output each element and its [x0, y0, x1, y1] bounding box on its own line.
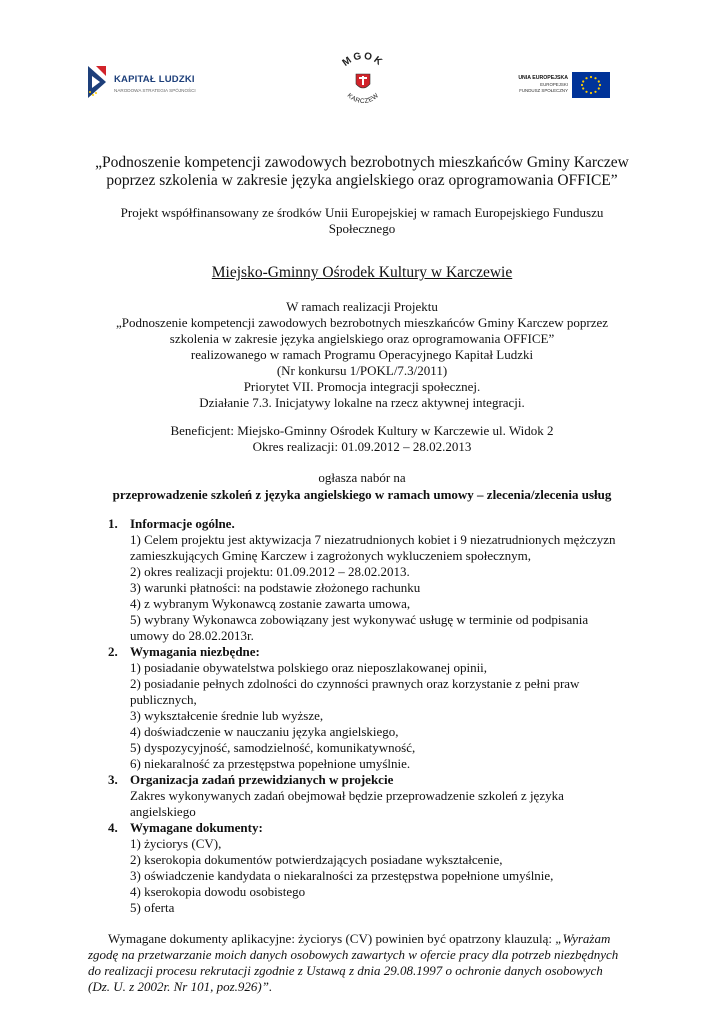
closing-line1-text: Wymagane dokumenty aplikacyjne: życiorys (CV) powinien być opatrzony klauzulą:	[108, 931, 556, 946]
section-line: umowy do 28.02.2013r.	[130, 628, 254, 643]
section-line: 4) z wybranym Wykonawcą zostanie zawarta umowa,	[130, 596, 411, 611]
section-line: 1) życiorys (CV),	[130, 836, 222, 851]
kapital-ludzki-title: KAPITAŁ LUDZKI	[114, 74, 195, 85]
svg-text:MGOK	[341, 52, 386, 69]
project-title-line1: „Podnoszenie kompetencji zawodowych bezrobotnych mieszkańców Gminy Karczew	[95, 154, 629, 171]
intro-line: Priorytet VII. Promocja integracji społecznej.	[243, 379, 481, 394]
section-line: 1) posiadanie obywatelstwa polskiego oraz nieposzlakowanej opinii,	[130, 660, 488, 675]
cofinance-line1: Projekt współfinansowany ze środków Unii Europejskiej w ramach Europejskiego Funduszu	[120, 205, 604, 220]
closing-line1-italic: „Wyrażam	[555, 931, 611, 946]
section-heading: Wymagane dokumenty:	[130, 820, 263, 835]
section-heading: Organizacja zadań przewidzianych w projekcie	[130, 772, 394, 787]
section-line: 3) oświadczenie kandydata o niekaralności za przestępstwa popełnione umyślnie,	[130, 868, 554, 883]
logo-bar	[0, 52, 724, 108]
section-number: 4.	[108, 820, 118, 835]
closing-line4: (Dz. U. z 2002r. Nr 101, poz.926)”.	[88, 979, 273, 994]
section-line: zamieszkujących Gminę Karczew i zagrożonych wykluczeniem społecznym,	[130, 548, 532, 563]
section-heading: Informacje ogólne.	[130, 516, 235, 531]
closing-line2: zgodę na przetwarzanie moich danych osobowych zawartych w ofercie pracy dla potrzeb niezbędnych	[88, 947, 619, 962]
section-number: 3.	[108, 772, 118, 787]
eu-logo	[512, 72, 612, 102]
coat-of-arms-icon	[356, 74, 370, 88]
intro-line: (Nr konkursu 1/POKL/7.3/2011)	[276, 363, 448, 378]
mgok-bottom-text: KARCZEW	[345, 92, 381, 106]
intro-line: Działanie 7.3. Inicjatywy lokalne na rzecz aktywnej integracji.	[199, 395, 525, 410]
section-line: 1) Celem projektu jest aktywizacja 7 niezatrudnionych kobiet i 9 niezatrudnionych mężczyzn	[130, 532, 616, 547]
section-line: 2) okres realizacji projektu: 01.09.2012 – 28.02.2013.	[130, 564, 410, 579]
intro-line: „Podnoszenie kompetencji zawodowych bezrobotnych mieszkańców Gminy Karczew poprzez	[115, 315, 608, 330]
section-line: angielskiego	[130, 804, 196, 819]
closing-line3: do realizacji procesu rekrutacji zgodnie z Ustawą z dnia 29.08.1997 o ochronie danych osobowych	[88, 963, 603, 978]
intro-line: szkolenia w zakresie języka angielskiego oraz oprogramowania OFFICE”	[169, 331, 555, 346]
section-line: Zakres wykonywanych zadań obejmował będzie przeprowadzenie szkoleń z języka	[130, 788, 564, 803]
eu-logo-line1: UNIA EUROPEJSKA	[518, 75, 568, 81]
realization-period: Okres realizacji: 01.09.2012 – 28.02.2013	[252, 439, 472, 454]
section-line: 5) oferta	[130, 900, 175, 915]
recruitment-subject: przeprowadzenie szkoleń z języka angielskiego w ramach umowy – zlecenia/zlecenia usług	[112, 487, 612, 502]
section-number: 1.	[108, 516, 118, 531]
kapital-ludzki-logo	[86, 64, 196, 100]
mgok-logo	[330, 52, 396, 108]
cofinance-line2: Społecznego	[328, 221, 396, 236]
section-line: 5) dyspozycyjność, samodzielność, komunikatywność,	[130, 740, 416, 755]
section-line: 3) wykształcenie średnie lub wyższe,	[130, 708, 324, 723]
beneficiary: Beneficjent: Miejsko-Gminny Ośrodek Kultury w Karczewie ul. Widok 2	[170, 423, 554, 438]
section-number: 2.	[108, 644, 118, 659]
eu-flag-icon	[572, 72, 610, 98]
section-line: 3) warunki płatności: na podstawie złożonego rachunku	[130, 580, 421, 595]
project-title-line2: poprzez szkolenia w zakresie języka angielskiego oraz oprogramowania OFFICE”	[106, 172, 618, 189]
section-line: 4) doświadczenie w nauczaniu języka angielskiego,	[130, 724, 399, 739]
section-line: 2) kserokopia dokumentów potwierdzających posiadane wykształcenie,	[130, 852, 503, 867]
section-line: 6) niekaralność za przestępstwa popełnione umyślnie.	[130, 756, 411, 771]
kapital-ludzki-subtitle: NARODOWA STRATEGIA SPÓJNOŚCI	[114, 88, 196, 93]
eu-logo-line2: EUROPEJSKI	[540, 82, 568, 87]
section-line: 4) kserokopia dowodu osobistego	[130, 884, 306, 899]
closing-line1	[108, 931, 610, 947]
organization-name: Miejsko-Gminny Ośrodek Kultury w Karczewie	[211, 264, 513, 281]
intro-line: realizowanego w ramach Programu Operacyjnego Kapitał Ludzki	[190, 347, 534, 362]
mgok-top-text: MGOK	[340, 52, 386, 69]
section-heading: Wymagania niezbędne:	[130, 644, 260, 659]
intro-line: W ramach realizacji Projektu	[286, 299, 438, 314]
svg-text:KARCZEW	[346, 92, 381, 105]
announcement: ogłasza nabór na	[318, 470, 406, 485]
eu-logo-line3: FUNDUSZ SPOŁECZNY	[519, 88, 568, 93]
section-line: 2) posiadanie pełnych zdolności do czynności prawnych oraz korzystanie z pełni praw	[130, 676, 580, 691]
section-line: 5) wybrany Wykonawca zobowiązany jest wykonywać usługę w terminie od podpisania	[130, 612, 589, 627]
kapital-ludzki-mark-icon	[86, 64, 108, 100]
section-line: publicznych,	[130, 692, 197, 707]
